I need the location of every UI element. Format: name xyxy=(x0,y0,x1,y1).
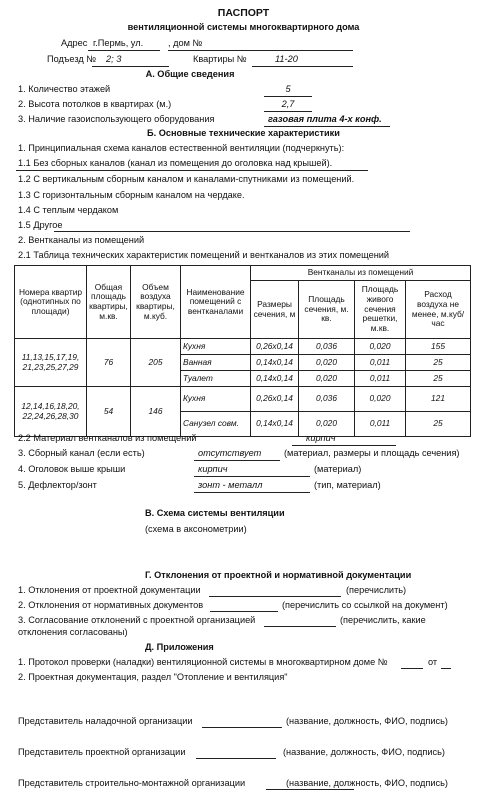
section-v-note: (схема в аксонометрии) xyxy=(145,524,247,534)
header-section-area: Площадь сечения, м. кв. xyxy=(299,281,355,339)
grille-area: 0,020 xyxy=(355,339,406,355)
grille-area: 0,011 xyxy=(355,355,406,371)
deviation-project-line xyxy=(209,596,341,597)
deviation-project-label: 1. Отклонения от проектной документации xyxy=(18,585,201,595)
group-1-apartments: 11,13,15,17,19, 21,23,25,27,29 xyxy=(15,339,87,387)
signature-design-note: (название, должность, ФИО, подпись) xyxy=(283,747,445,757)
room-name: Кухня xyxy=(181,387,251,412)
scheme-option-1-2: 1.2 С вертикальным сборным каналом и каналами-спутниками из помещений. xyxy=(18,174,355,184)
protocol-number-line xyxy=(401,668,423,669)
duct-section-area: 0,036 xyxy=(299,339,355,355)
ceiling-value: 2,7 xyxy=(281,99,295,109)
header-grille-area: Площадь живого сечения решетки, м.кв. xyxy=(355,281,406,339)
signature-construction-note: (название, должность, ФИО, подпись) xyxy=(286,778,448,788)
air-flow: 121 xyxy=(406,387,471,412)
header-apt-numbers: Номера квартир (однотипных по площади) xyxy=(15,266,87,339)
scheme-option-underline xyxy=(16,170,368,171)
ducts-table xyxy=(14,265,471,437)
group-1-volume: 205 xyxy=(131,339,181,387)
deflector-line xyxy=(194,492,310,493)
roof-head-label: 4. Оголовок выше крыши xyxy=(18,464,126,474)
header-volume: Объем воздуха квартиры, м.куб. xyxy=(131,266,181,339)
room-name: Санузел совм. xyxy=(181,412,251,437)
header-ducts: Вентканалы из помещений xyxy=(251,266,471,281)
material-line xyxy=(292,445,396,446)
entrance-line xyxy=(92,66,169,67)
duct-size: 0,14х0,14 xyxy=(251,355,299,371)
agreement-line xyxy=(264,626,336,627)
air-flow: 25 xyxy=(406,371,471,387)
room-name: Ванная xyxy=(181,355,251,371)
group-2-area: 54 xyxy=(87,387,131,437)
ceiling-line xyxy=(264,111,312,112)
signature-construction-line xyxy=(266,789,354,790)
deflector-value: зонт - металл xyxy=(198,480,263,490)
gas-equipment-line xyxy=(264,126,390,127)
duct-section-area: 0,020 xyxy=(299,371,355,387)
address-city: г.Пермь, ул. xyxy=(93,38,144,48)
section-v-title: В. Схема системы вентиляции xyxy=(145,508,285,518)
apartments-value: 11-20 xyxy=(275,54,298,64)
section-a-title: А. Общие сведения xyxy=(145,69,235,79)
floors-label: 1. Количество этажей xyxy=(18,84,111,94)
header-size: Размеры сечения, м xyxy=(251,281,299,339)
material-label: 2.2 Материал вентканалов из помещений xyxy=(18,433,197,443)
deviation-project-note: (перечислить) xyxy=(346,585,407,595)
header-flow: Расход воздуха не менее, м.куб/час xyxy=(406,281,471,339)
scheme-label: 1. Принципиальная схема каналов естественной вентиляции (подчеркнуть): xyxy=(18,143,345,153)
document-title: ПАСПОРТ xyxy=(217,7,270,19)
roof-head-value: кирпич xyxy=(198,464,228,474)
signature-design-line xyxy=(196,758,276,759)
deflector-label: 5. Дефлектор/зонт xyxy=(18,480,97,490)
duct-size: 0,26х0,14 xyxy=(251,339,299,355)
duct-section-area: 0,020 xyxy=(299,355,355,371)
deviation-norms-note: (перечислить со ссылкой на документ) xyxy=(282,600,448,610)
section-g-title: Г. Отклонения от проектной и нормативной документации xyxy=(145,570,412,580)
project-docs-label: 2. Проектная документация, раздел "Отопление и вентиляция" xyxy=(18,672,288,682)
grille-area: 0,020 xyxy=(355,387,406,412)
address-label: Адрес xyxy=(61,38,88,48)
deviation-norms-line xyxy=(210,611,278,612)
air-flow: 155 xyxy=(406,339,471,355)
street-line xyxy=(88,50,160,51)
scheme-option-1-4: 1.4 С теплым чердаком xyxy=(18,205,119,215)
header-area: Общая площадь квартиры, м.кв. xyxy=(87,266,131,339)
signature-design-label: Представитель проектной организации xyxy=(18,747,186,757)
room-name: Кухня xyxy=(181,339,251,355)
apartments-line xyxy=(252,66,353,67)
gas-equipment-label: 3. Наличие газоиспользующего оборудования xyxy=(18,114,215,124)
entrance-value: 2; 3 xyxy=(106,54,122,64)
scheme-option-1-5: 1.5 Другое xyxy=(18,220,63,230)
material-value: кирпич xyxy=(306,433,336,443)
deviation-norms-label: 2. Отклонения от нормативных документов xyxy=(18,600,204,610)
collector-line xyxy=(194,460,280,461)
apartments-label: Квартиры № xyxy=(193,54,247,64)
scheme-option-1-1: 1.1 Без сборных каналов (канал из помещения до оголовка над крышей). xyxy=(18,158,333,168)
duct-section-area: 0,036 xyxy=(299,387,355,412)
address-house: , дом № xyxy=(168,38,203,48)
signature-commissioning-label: Представитель наладочной организации xyxy=(18,716,193,726)
entrance-label: Подъезд № xyxy=(47,54,97,64)
signature-commissioning-note: (название, должность, ФИО, подпись) xyxy=(286,716,448,726)
air-flow: 25 xyxy=(406,355,471,371)
agreement-note-cont: отклонения согласованы) xyxy=(18,627,128,637)
group-2-apartments: 12,14,16,18,20, 22,24,26,28,30 xyxy=(15,387,87,437)
scheme-option-1-3: 1.3 С горизонтальным сборным каналом на чердаке. xyxy=(18,190,245,200)
protocol-date-line xyxy=(441,668,451,669)
house-line xyxy=(168,50,353,51)
agreement-note: (перечислить, какие xyxy=(340,615,426,625)
table-row xyxy=(15,387,471,412)
ducts-label: 2. Вентканалы из помещений xyxy=(18,235,145,245)
duct-size: 0,14х0,14 xyxy=(251,412,299,437)
grille-area: 0,011 xyxy=(355,371,406,387)
deflector-note: (тип, материал) xyxy=(314,480,381,490)
gas-equipment-value: газовая плита 4-х конф. xyxy=(268,114,382,124)
collector-value: отсутствует xyxy=(198,448,262,458)
group-2-volume: 146 xyxy=(131,387,181,437)
group-1-area: 76 xyxy=(87,339,131,387)
protocol-label: 1. Протокол проверки (наладки) вентиляционной системы в многоквартирном доме № xyxy=(18,657,388,667)
roof-head-note: (материал) xyxy=(314,464,362,474)
header-room-names: Наименование помещений с вентканалами xyxy=(181,266,251,339)
protocol-from-label: от xyxy=(428,657,438,667)
grille-area: 0,011 xyxy=(355,412,406,437)
table-caption: 2.1 Таблица технических характеристик помещений и вентканалов из этих помещений xyxy=(18,250,390,260)
agreement-label: 3. Согласование отклонений с проектной организацией xyxy=(18,615,256,625)
air-flow: 25 xyxy=(406,412,471,437)
floors-value: 5 xyxy=(285,84,291,94)
signature-construction-label: Представитель строительно-монтажной организации xyxy=(18,778,246,788)
section-d-title: Д. Приложения xyxy=(145,642,214,652)
table-row xyxy=(15,339,471,355)
room-name: Туалет xyxy=(181,371,251,387)
document-subtitle: вентиляционной системы многоквартирного дома xyxy=(127,22,360,32)
ceiling-label: 2. Высота потолков в квартирах (м.) xyxy=(18,99,172,109)
signature-commissioning-line xyxy=(202,727,282,728)
other-line xyxy=(54,231,410,232)
duct-size: 0,14х0,14 xyxy=(251,371,299,387)
duct-section-area: 0,020 xyxy=(299,412,355,437)
section-b-title: Б. Основные технические характеристики xyxy=(147,128,340,138)
roof-head-line xyxy=(194,476,310,477)
duct-size: 0,26х0,14 xyxy=(251,387,299,412)
collector-label: 3. Сборный канал (если есть) xyxy=(18,448,145,458)
collector-note: (материал, размеры и площадь сечения) xyxy=(284,448,460,458)
floors-line xyxy=(264,96,312,97)
